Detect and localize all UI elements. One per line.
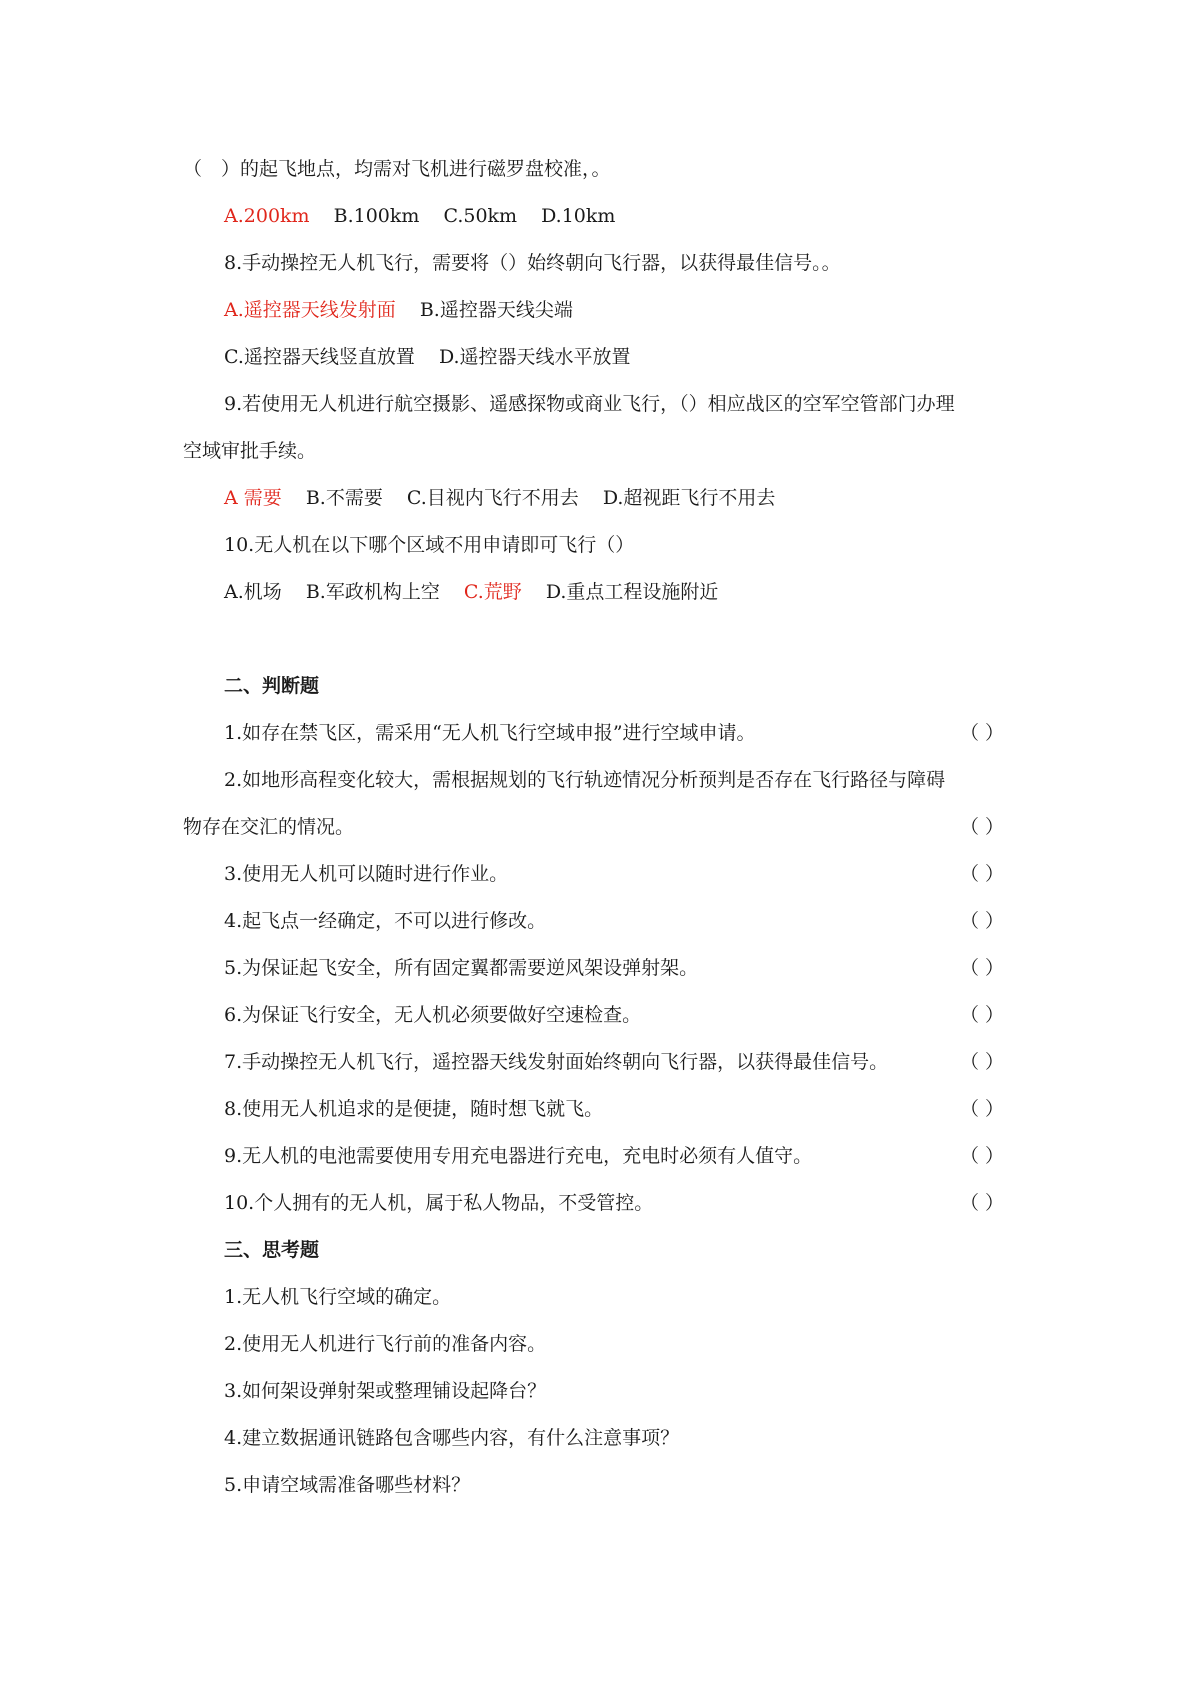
q8-option-c: C.遥控器天线竖直放置 <box>224 346 415 368</box>
tf-answer-blank-2: （ ） <box>960 816 1005 838</box>
tf-item-6: 6.为保证飞行安全，无人机必须要做好空速检查。 <box>224 1004 642 1026</box>
q10-option-d: D.重点工程设施附近 <box>545 581 719 603</box>
q7-option-d: D.10km <box>541 205 616 227</box>
tf-answer-blank-6: （ ） <box>960 1004 1005 1026</box>
tf-answer-blank-9: （ ） <box>960 1145 1005 1167</box>
q10-option-a: A.机场 <box>224 581 282 603</box>
q8-option-b: B.遥控器天线尖端 <box>419 299 573 321</box>
tf-item-7: 7.手动操控无人机飞行，遥控器天线发射面始终朝向飞行器，以获得最佳信号。 <box>224 1051 889 1073</box>
q9-option-c: C.目视内飞行不用去 <box>406 487 579 509</box>
think-section-heading: 三、思考题 <box>224 1239 320 1261</box>
think-item-2: 2.使用无人机进行飞行前的准备内容。 <box>224 1333 547 1355</box>
q9-stem-line2: 空域审批手续。 <box>183 440 317 462</box>
tf-answer-blank-3: （ ） <box>960 863 1005 885</box>
tf-item-10: 10.个人拥有的无人机，属于私人物品，不受管控。 <box>224 1192 654 1214</box>
think-item-5: 5.申请空域需准备哪些材料？ <box>224 1474 471 1496</box>
q8-stem: 8.手动操控无人机飞行，需要将（）始终朝向飞行器，以获得最佳信号。。 <box>224 252 841 274</box>
q9-options <box>224 484 775 512</box>
tf-item-2-line2: 物存在交汇的情况。 <box>183 816 355 838</box>
tf-item-8: 8.使用无人机追求的是便捷，随时想飞就飞。 <box>224 1098 604 1120</box>
tf-item-5: 5.为保证起飞安全，所有固定翼都需要逆风架设弹射架。 <box>224 957 699 979</box>
tf-answer-blank-4: （ ） <box>960 910 1005 932</box>
think-item-1: 1.无人机飞行空域的确定。 <box>224 1286 452 1308</box>
q9-option-d: D.超视距飞行不用去 <box>602 487 776 509</box>
tf-answer-blank-7: （ ） <box>960 1051 1005 1073</box>
tf-answer-blank-1: （ ） <box>960 722 1005 744</box>
tf-item-3: 3.使用无人机可以随时进行作业。 <box>224 863 509 885</box>
tf-item-2-line1: 2.如地形高程变化较大，需根据规划的飞行轨迹情况分析预判是否存在飞行路径与障碍 <box>224 769 946 791</box>
q9-option-b: B.不需要 <box>305 487 383 509</box>
tf-item-1: 1.如存在禁飞区，需采用“无人机飞行空域申报”进行空域申请。 <box>224 722 756 744</box>
tf-section-heading: 二、判断题 <box>224 675 320 697</box>
q10-options <box>224 578 718 606</box>
tf-answer-blank-8: （ ） <box>960 1098 1005 1120</box>
q7-option-a-answer: A.200km <box>224 205 310 227</box>
q7-stem: （ ）的起飞地点，均需对飞机进行磁罗盘校准，。 <box>183 158 611 180</box>
tf-item-4: 4.起飞点一经确定，不可以进行修改。 <box>224 910 547 932</box>
q7-options <box>224 202 615 230</box>
q8-options-row1 <box>224 296 573 324</box>
q8-option-d: D.遥控器天线水平放置 <box>438 346 631 368</box>
q9-stem-line1: 9.若使用无人机进行航空摄影、遥感探物或商业飞行，（）相应战区的空军空管部门办理 <box>224 393 955 415</box>
think-item-4: 4.建立数据通讯链路包含哪些内容，有什么注意事项？ <box>224 1427 680 1449</box>
q10-option-b: B.军政机构上空 <box>305 581 440 603</box>
tf-answer-blank-5: （ ） <box>960 957 1005 979</box>
q10-stem: 10.无人机在以下哪个区域不用申请即可飞行（） <box>224 534 635 556</box>
q7-option-b: B.100km <box>333 205 420 227</box>
q7-option-c: C.50km <box>443 205 518 227</box>
think-item-3: 3.如何架设弹射架或整理铺设起降台？ <box>224 1380 547 1402</box>
q8-option-a-answer: A.遥控器天线发射面 <box>224 299 396 321</box>
q9-option-a-answer: A 需要 <box>224 487 282 509</box>
tf-item-9: 9.无人机的电池需要使用专用充电器进行充电，充电时必须有人值守。 <box>224 1145 813 1167</box>
q10-option-c-answer: C.荒野 <box>463 581 522 603</box>
q8-options-row2 <box>224 343 631 371</box>
tf-answer-blank-10: （ ） <box>960 1192 1005 1214</box>
